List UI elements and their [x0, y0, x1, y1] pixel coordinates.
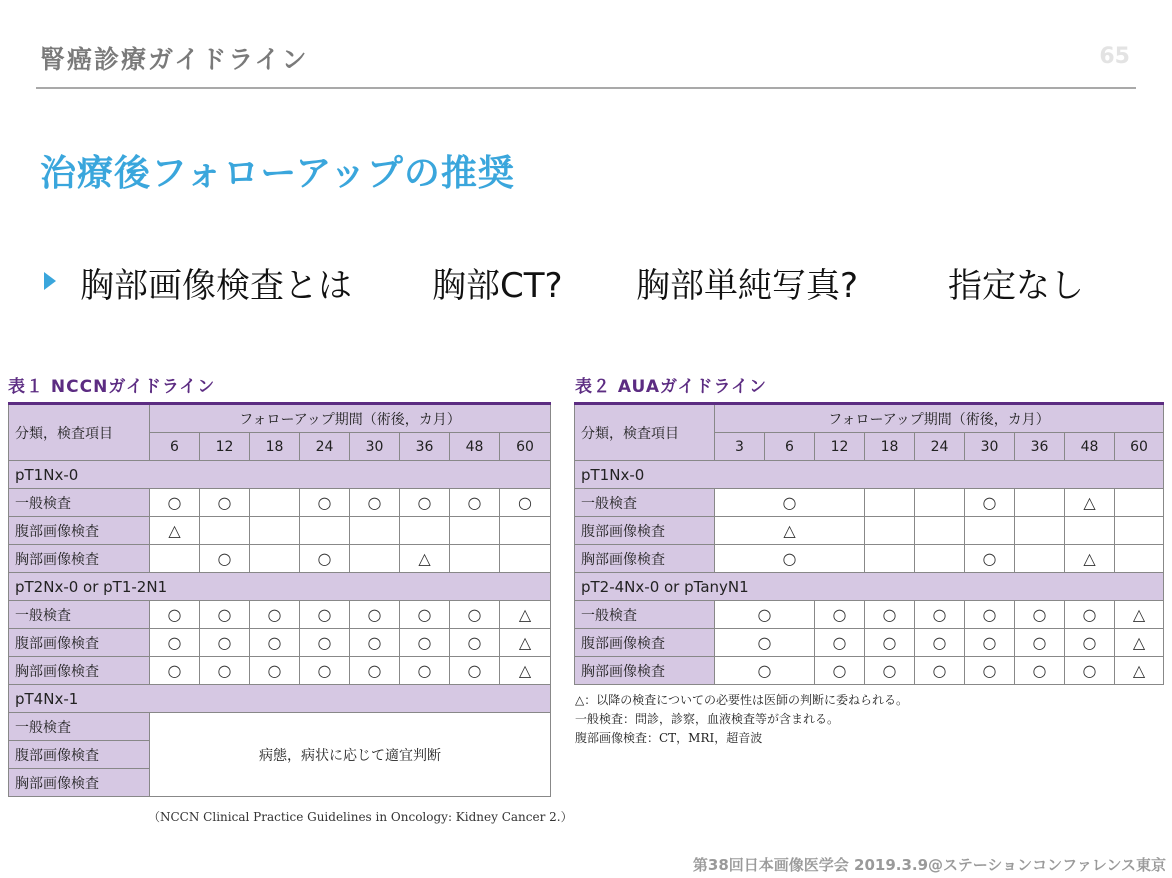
- aua-cell: ○: [1015, 629, 1065, 657]
- nccn-cell: [500, 517, 551, 545]
- aua-cell: △: [1115, 657, 1164, 685]
- aua-month: 48: [1065, 433, 1115, 461]
- nccn-cell: △: [400, 545, 450, 573]
- nccn-group-pT1Nx-0: pT1Nx-0: [9, 461, 551, 489]
- aua-cell: [1115, 545, 1164, 573]
- aua-cell: ○: [815, 601, 865, 629]
- nccn-header-label: 分類，検査項目: [9, 404, 150, 461]
- aua-cell: △: [1065, 545, 1115, 573]
- aua-cell: ○: [1015, 657, 1065, 685]
- nccn-table: [8, 402, 551, 797]
- aua-cell: ○: [915, 629, 965, 657]
- nccn-row-label: 腹部画像検査: [9, 629, 150, 657]
- aua-cell: [915, 489, 965, 517]
- aua-footnote-3: 腹部画像検査：CT，MRI，超音波: [575, 731, 763, 745]
- nccn-cell: ○: [200, 629, 250, 657]
- nccn-row-label: 一般検査: [9, 489, 150, 517]
- aua-cell: [1065, 517, 1115, 545]
- nccn-group-pT4: pT4Nx-1: [9, 685, 551, 713]
- nccn-cell: ○: [450, 601, 500, 629]
- nccn-month: 18: [250, 433, 300, 461]
- aua-cell: [915, 545, 965, 573]
- aua-footnote-1: △：以降の検査についての必要性は医師の判断に委ねられる。: [575, 693, 908, 707]
- nccn-cell: ○: [200, 489, 250, 517]
- nccn-cell: ○: [300, 601, 350, 629]
- aua-row-label: 一般検査: [575, 489, 715, 517]
- aua-cell: [1115, 489, 1164, 517]
- nccn-row-label: 胸部画像検査: [9, 545, 150, 573]
- aua-footnote-2: 一般検査：問診，診察，血液検査等が含まれる。: [575, 712, 840, 726]
- aua-month: 3: [715, 433, 765, 461]
- nccn-row-label: 腹部画像検査: [9, 517, 150, 545]
- nccn-cell: ○: [300, 657, 350, 685]
- nccn-cell: ○: [400, 601, 450, 629]
- bullet-text-1: 胸部画像検査とは: [80, 266, 352, 306]
- nccn-month: 48: [450, 433, 500, 461]
- aua-month: 6: [765, 433, 815, 461]
- aua-period-label: フォローアップ期間（術後，カ月）: [715, 404, 1164, 433]
- nccn-cell: ○: [400, 629, 450, 657]
- nccn-month: 36: [400, 433, 450, 461]
- aua-row-label: 腹部画像検査: [575, 517, 715, 545]
- nccn-cell: ○: [400, 657, 450, 685]
- nccn-row-label: 胸部画像検査: [9, 657, 150, 685]
- nccn-cell: ○: [300, 489, 350, 517]
- aua-cell: ○: [815, 657, 865, 685]
- aua-cell: ○: [715, 545, 865, 573]
- aua-cell: ○: [715, 629, 815, 657]
- aua-cell: ○: [965, 601, 1015, 629]
- footer-credit: 第38回日本画像医学会 2019.3.9@ステーションコンファレンス東京: [692, 856, 1166, 874]
- aua-month: 24: [915, 433, 965, 461]
- aua-caption: 表２ AUAガイドライン: [575, 377, 767, 397]
- aua-cell: [915, 517, 965, 545]
- nccn-row-label: 一般検査: [9, 601, 150, 629]
- nccn-cell: △: [500, 629, 551, 657]
- aua-row-label: 胸部画像検査: [575, 657, 715, 685]
- aua-cell: [965, 517, 1015, 545]
- aua-cell: ○: [1065, 629, 1115, 657]
- nccn-period-label: フォローアップ期間（術後，カ月）: [150, 404, 551, 433]
- nccn-merged-note: 病態，病状に応じて適宜判断: [150, 713, 551, 797]
- aua-cell: ○: [865, 601, 915, 629]
- nccn-cell: ○: [400, 489, 450, 517]
- nccn-cell: [500, 545, 551, 573]
- header-divider: [36, 87, 1136, 89]
- aua-cell: ○: [1065, 657, 1115, 685]
- aua-cell: ○: [815, 629, 865, 657]
- aua-cell: [865, 545, 915, 573]
- bullet-text-2: 胸部CT?: [432, 266, 563, 306]
- aua-cell: ○: [1015, 601, 1065, 629]
- aua-cell: ○: [915, 601, 965, 629]
- aua-cell: ○: [1065, 601, 1115, 629]
- aua-group-pT2-4: pT2-4Nx-0 or pTanyN1: [575, 573, 1164, 601]
- nccn-cell: ○: [450, 657, 500, 685]
- nccn-cell: ○: [200, 657, 250, 685]
- nccn-cell: [250, 517, 300, 545]
- aua-cell: [1015, 517, 1065, 545]
- nccn-cell: ○: [350, 601, 400, 629]
- nccn-row-label: 腹部画像検査: [9, 741, 150, 769]
- aua-month: 36: [1015, 433, 1065, 461]
- nccn-cell: [250, 489, 300, 517]
- aua-cell: ○: [715, 657, 815, 685]
- nccn-cell: △: [150, 517, 200, 545]
- aua-header-label: 分類，検査項目: [575, 404, 715, 461]
- nccn-cell: [150, 545, 200, 573]
- nccn-cell: ○: [200, 545, 250, 573]
- nccn-cell: [350, 545, 400, 573]
- aua-group-pT1Nx-0: pT1Nx-0: [575, 461, 1164, 489]
- nccn-cell: ○: [150, 629, 200, 657]
- aua-table: [574, 402, 1164, 685]
- aua-row-label: 腹部画像検査: [575, 629, 715, 657]
- slide-title: 治療後フォローアップの推奨: [40, 153, 515, 194]
- nccn-month: 6: [150, 433, 200, 461]
- nccn-cell: ○: [300, 629, 350, 657]
- nccn-caption: 表１ NCCNガイドライン: [8, 377, 216, 397]
- aua-cell: ○: [915, 657, 965, 685]
- nccn-cell: ○: [450, 629, 500, 657]
- nccn-cell: ○: [300, 545, 350, 573]
- nccn-row-label: 胸部画像検査: [9, 769, 150, 797]
- nccn-cell: △: [500, 601, 551, 629]
- aua-cell: [1015, 489, 1065, 517]
- nccn-month: 30: [350, 433, 400, 461]
- aua-row-label: 一般検査: [575, 601, 715, 629]
- aua-cell: △: [1115, 629, 1164, 657]
- aua-cell: [865, 489, 915, 517]
- aua-cell: ○: [865, 657, 915, 685]
- bullet-text-3: 胸部単純写真?: [636, 266, 859, 306]
- aua-cell: ○: [965, 657, 1015, 685]
- nccn-cell: [350, 517, 400, 545]
- aua-cell: △: [715, 517, 865, 545]
- nccn-cell: [450, 545, 500, 573]
- nccn-cell: ○: [250, 601, 300, 629]
- aua-cell: [1015, 545, 1065, 573]
- nccn-cell: ○: [150, 601, 200, 629]
- nccn-cell: [400, 517, 450, 545]
- bullet-row: [44, 258, 1154, 308]
- nccn-cell: △: [500, 657, 551, 685]
- aua-cell: ○: [965, 545, 1015, 573]
- nccn-source: （NCCN Clinical Practice Guidelines in Oncology: Kidney Cancer 2.）: [148, 810, 573, 824]
- nccn-cell: ○: [150, 489, 200, 517]
- aua-month: 60: [1115, 433, 1164, 461]
- aua-month: 18: [865, 433, 915, 461]
- nccn-month: 24: [300, 433, 350, 461]
- nccn-cell: [200, 517, 250, 545]
- nccn-cell: ○: [200, 601, 250, 629]
- aua-cell: ○: [865, 629, 915, 657]
- nccn-cell: ○: [350, 489, 400, 517]
- aua-cell: ○: [715, 601, 815, 629]
- aua-cell: ○: [715, 489, 865, 517]
- aua-cell: ○: [965, 629, 1015, 657]
- aua-row-label: 胸部画像検査: [575, 545, 715, 573]
- nccn-cell: ○: [250, 629, 300, 657]
- aua-cell: [1115, 517, 1164, 545]
- bullet-text-4: 指定なし: [948, 266, 1084, 306]
- nccn-month: 60: [500, 433, 551, 461]
- nccn-cell: ○: [350, 629, 400, 657]
- nccn-cell: ○: [500, 489, 551, 517]
- aua-month: 30: [965, 433, 1015, 461]
- aua-cell: ○: [965, 489, 1015, 517]
- nccn-cell: ○: [150, 657, 200, 685]
- nccn-row-label: 一般検査: [9, 713, 150, 741]
- page-number: 65: [1099, 44, 1130, 69]
- nccn-cell: [300, 517, 350, 545]
- nccn-month: 12: [200, 433, 250, 461]
- header-title: 腎癌診療ガイドライン: [40, 45, 309, 74]
- nccn-group-pT2: pT2Nx-0 or pT1-2N1: [9, 573, 551, 601]
- nccn-cell: [250, 545, 300, 573]
- aua-month: 12: [815, 433, 865, 461]
- nccn-cell: [450, 517, 500, 545]
- aua-cell: [865, 517, 915, 545]
- nccn-cell: ○: [250, 657, 300, 685]
- aua-cell: △: [1065, 489, 1115, 517]
- aua-cell: △: [1115, 601, 1164, 629]
- nccn-cell: ○: [450, 489, 500, 517]
- bullet-triangle-icon: [44, 272, 56, 290]
- nccn-cell: ○: [350, 657, 400, 685]
